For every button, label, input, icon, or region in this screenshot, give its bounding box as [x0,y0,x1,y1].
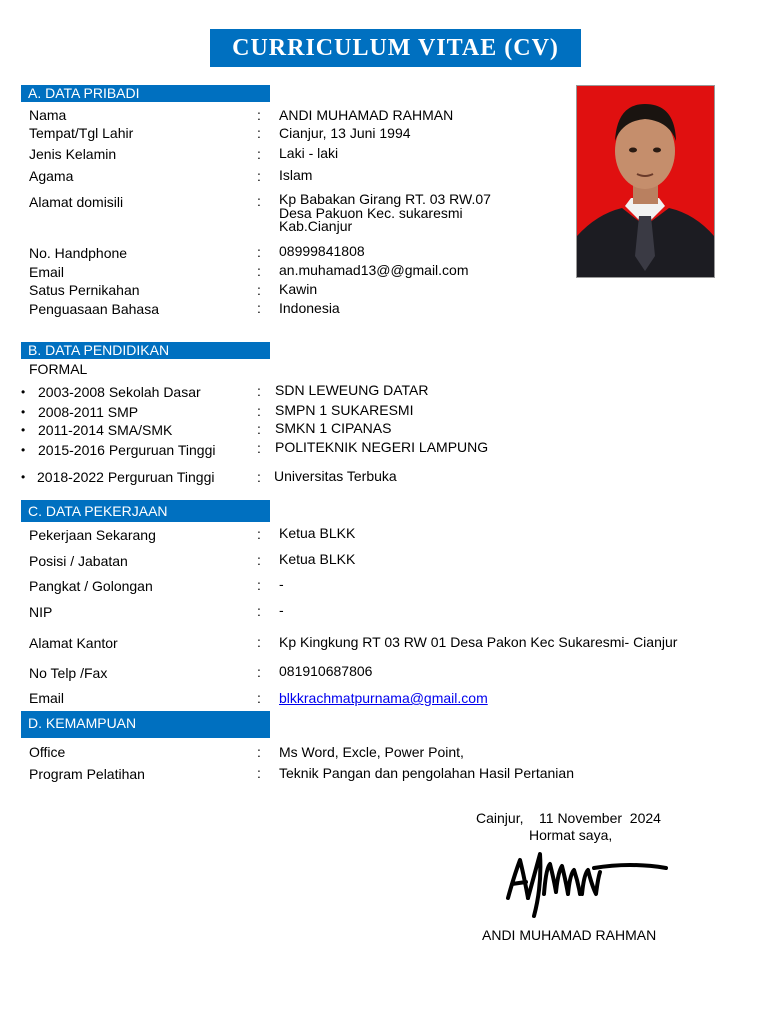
email-link[interactable]: blkkrachmatpurnama@gmail.com [279,690,488,706]
value-status: Kawin [279,281,318,297]
colon: : [257,263,261,279]
colon: : [257,744,261,760]
bullet-icon: • [21,470,26,484]
bullet-icon: • [21,443,26,457]
label-ttl: Tempat/Tgl Lahir [29,125,134,141]
value-bahasa: Indonesia [279,300,340,316]
edu-label: 2015-2016 Perguruan Tinggi [38,442,216,458]
label-nip: NIP [29,604,53,620]
value-handphone: 08999841808 [279,243,365,259]
value-email: an.muhamad13@@gmail.com [279,262,469,278]
label-pekerjaan: Pekerjaan Sekarang [29,527,156,543]
value-nip: - [279,602,284,618]
signature-image [500,846,670,926]
bullet-icon: • [21,385,26,399]
colon: : [257,577,261,593]
value-pekerjaan: Ketua BLKK [279,525,356,541]
label-jenis-kelamin: Jenis Kelamin [29,146,117,162]
edu-label: 2008-2011 SMP [38,404,139,420]
value-telp: 081910687806 [279,663,373,679]
colon: : [257,421,261,437]
colon: : [257,244,261,260]
label-telp: No Telp /Fax [29,665,108,681]
greeting: Hormat saya, [529,827,613,843]
colon: : [257,146,261,162]
edu-value: POLITEKNIK NEGERI LAMPUNG [275,439,489,455]
value-alamat-1: Kp Babakan Girang RT. 03 RW.07 [279,191,491,207]
colon: : [257,125,261,141]
cv-title: CURRICULUM VITAE (CV) [210,29,581,67]
colon: : [257,403,261,419]
label-handphone: No. Handphone [29,245,128,261]
value-agama: Islam [279,167,313,183]
value-jenis-kelamin: Laki - laki [279,145,339,161]
edu-label: 2018-2022 Perguruan Tinggi [37,469,215,485]
label-posisi: Posisi / Jabatan [29,553,128,569]
edu-value: SMKN 1 CIPANAS [275,420,392,436]
section-header-pekerjaan: C. DATA PEKERJAAN [21,500,270,522]
edu-value: Universitas Terbuka [274,468,397,484]
label-alamat: Alamat domisili [29,194,124,210]
colon: : [257,193,261,209]
label-pangkat: Pangkat / Golongan [29,578,153,594]
colon: : [257,469,261,485]
value-alamat-2: Desa Pakuon Kec. sukaresmi [279,205,463,221]
label-email: Email [29,264,65,280]
colon: : [257,765,261,781]
label-alamat-kantor: Alamat Kantor [29,635,118,651]
colon: : [257,107,261,123]
colon: : [257,690,261,706]
value-pelatihan: Teknik Pangan dan pengolahan Hasil Pertanian [279,765,574,781]
colon: : [257,168,261,184]
colon: : [257,634,261,650]
signer-name: ANDI MUHAMAD RAHMAN [482,927,657,943]
label-email-kantor: Email [29,690,65,706]
colon: : [257,552,261,568]
colon: : [257,440,261,456]
label-office: Office [29,744,66,760]
colon: : [257,300,261,316]
label-status: Satus Pernikahan [29,282,140,298]
bullet-icon: • [21,423,26,437]
edu-value: SDN LEWEUNG DATAR [275,382,429,398]
value-alamat-3: Kab.Cianjur [279,218,353,234]
colon: : [257,526,261,542]
person-portrait-icon [577,86,714,277]
label-pelatihan: Program Pelatihan [29,766,145,782]
colon: : [257,383,261,399]
value-office: Ms Word, Excle, Power Point, [279,744,464,760]
edu-value: SMPN 1 SUKARESMI [275,402,414,418]
label-nama: Nama [29,107,67,123]
section-header-kemampuan: D. KEMAMPUAN [21,711,270,738]
colon: : [257,664,261,680]
colon: : [257,603,261,619]
value-posisi: Ketua BLKK [279,551,356,567]
profile-photo [576,85,715,278]
value-nama: ANDI MUHAMAD RAHMAN [279,107,454,123]
formal-label: FORMAL [29,361,88,377]
place-date: Cainjur, 11 November 2024 [476,810,661,826]
label-bahasa: Penguasaan Bahasa [29,301,159,317]
bullet-icon: • [21,405,26,419]
label-agama: Agama [29,168,74,184]
section-header-pribadi: A. DATA PRIBADI [21,85,270,102]
edu-label: 2003-2008 Sekolah Dasar [38,384,201,400]
section-header-pendidikan: B. DATA PENDIDIKAN [21,342,270,359]
value-pangkat: - [279,576,284,592]
colon: : [257,282,261,298]
value-alamat-kantor: Kp Kingkung RT 03 RW 01 Desa Pakon Kec Sukaresmi- Cianjur [279,634,678,650]
edu-label: 2011-2014 SMA/SMK [38,422,173,438]
value-ttl: Cianjur, 13 Juni 1994 [279,125,411,141]
